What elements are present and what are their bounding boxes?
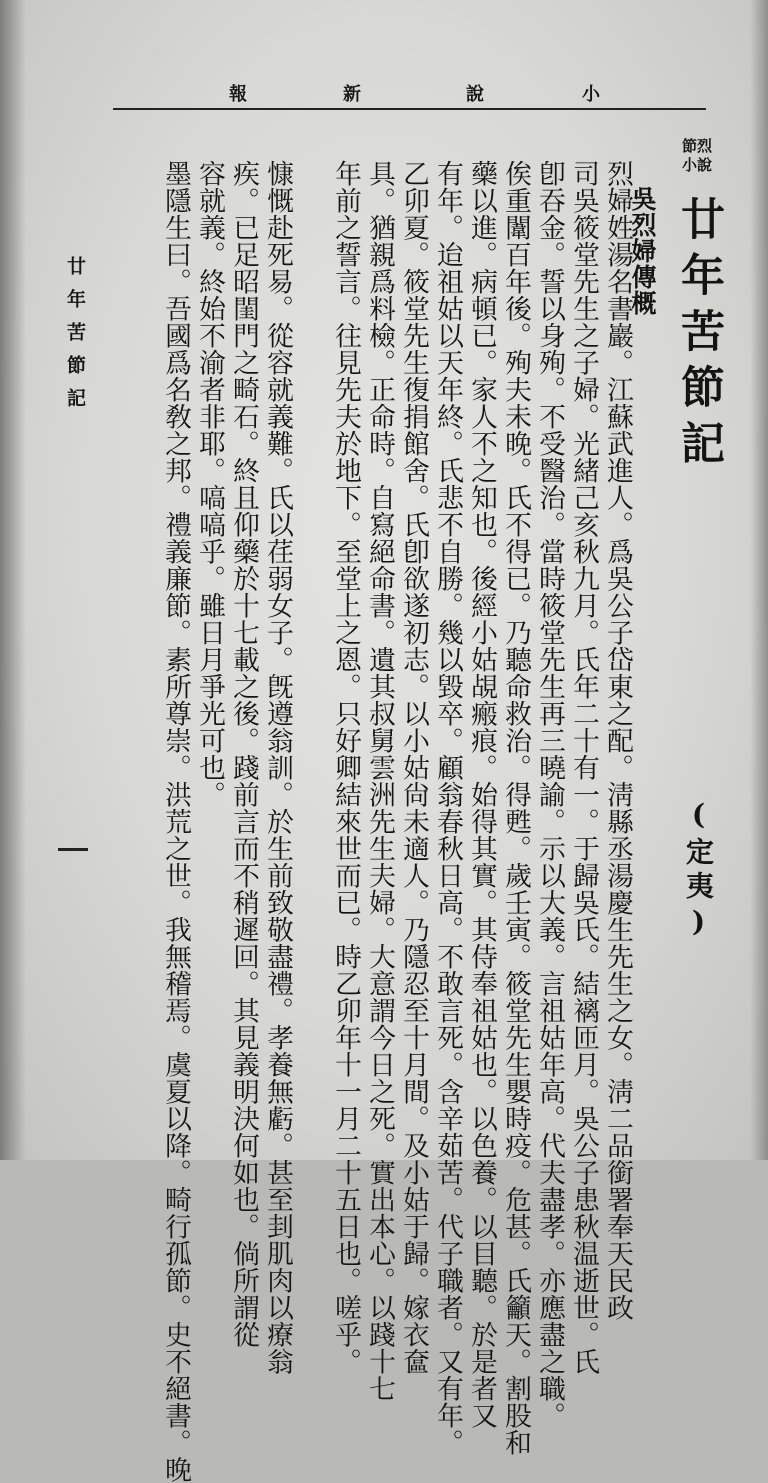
body-column-5: 藥以進。病頓已。家人不之知也。後經小姑覘瘢痕。始得其實。其侍奉祖姑也。以色養。以目聽。於是者又 bbox=[466, 160, 497, 1429]
header-rule bbox=[113, 108, 706, 110]
body-column-4: 俟重闈百年後。殉夫未晚。氏不得已。乃聽命救治。得甦。歲壬寅。筱堂先生嬰時疫。危甚。氏籲天。割股和 bbox=[500, 160, 531, 1456]
series-label bbox=[672, 137, 712, 175]
page-edge-shadow bbox=[750, 0, 768, 1160]
section-subtitle: 吳烈婦傳概 bbox=[628, 186, 657, 316]
body-column-2: 司吳筱堂先生之子婦。光緒己亥秋九月。氏年二十有一。于歸吳氏。結褵匝月。吳公子患秋温逝世。氏 bbox=[568, 160, 599, 1375]
page-number-glyph bbox=[58, 848, 88, 851]
body-column-6: 有年。迨祖姑以天年終。氏悲不自勝。幾以毀卒。顧翁春秋日高。不敢言死。含辛茹苦。代子職者。又有年。 bbox=[432, 160, 463, 1456]
author-byline: (定夷) bbox=[682, 798, 715, 944]
header-char-1: 小 bbox=[582, 84, 600, 105]
body-column-11: 疾。已足昭閨門之畸石。終且仰藥於十七載之後。踐前言而不稍遲回。其見義明決何如也。倘所謂從 bbox=[228, 160, 259, 1348]
body-column-1: 烈婦姓湯名書巖。江蘇武進人。爲吳公子岱東之配。淸縣丞湯慶生先生之女。淸二品銜署奉天民政 bbox=[602, 160, 633, 1321]
page-number bbox=[58, 838, 92, 862]
footer-title: 廿年苦節記 bbox=[64, 256, 86, 421]
body-column-3: 卽吞金。誓以身殉。不受醫治。當時筱堂先生再三曉諭。示以大義。言祖姑年高。代夫盡孝。亦應盡之職。 bbox=[534, 160, 565, 1429]
page-gutter-shadow bbox=[0, 0, 26, 1160]
story-title: 廿年苦節記 bbox=[673, 196, 724, 476]
series-label-line-2: 小說 bbox=[681, 156, 712, 174]
header-char-3: 新 bbox=[343, 84, 361, 105]
body-column-10: 慷慨赴死易。從容就義難。氏以荏弱女子。旣遵翁訓。於生前致敬盡禮。孝養無虧。甚至刲肌肉以療翁 bbox=[262, 160, 293, 1375]
body-column-7: 乙卯夏。筱堂先生復捐館舍。氏卽欲遂初志。以小姑尙未適人。乃隱忍至十月間。及小姑于歸。嫁衣奩 bbox=[398, 160, 429, 1375]
header-char-4: 報 bbox=[229, 84, 247, 105]
body-column-12: 容就義。終始不渝者非耶。嗃嗃乎。雖日月爭光可也。 bbox=[194, 160, 225, 808]
header-char-2: 說 bbox=[466, 84, 484, 105]
body-column-9: 年前之誓言。往見先夫於地下。至堂上之恩。只好卿結來世而已。時乙卯年十一月二十五日也。嗟乎。 bbox=[330, 160, 361, 1375]
series-label-line-1: 節烈 bbox=[681, 137, 712, 155]
body-column-13: 墨隱生曰。吾國爲名敎之邦。禮義廉節。素所尊崇。洪荒之世。我無稽焉。虞夏以降。畸行孤節。史不絕書。晚 bbox=[160, 160, 191, 1483]
body-column-8: 具。猶親爲料檢。正命時。自寫絕命書。遺其叔舅雲洲先生夫婦。大意謂今日之死。實出本心。以踐十七 bbox=[364, 160, 395, 1402]
